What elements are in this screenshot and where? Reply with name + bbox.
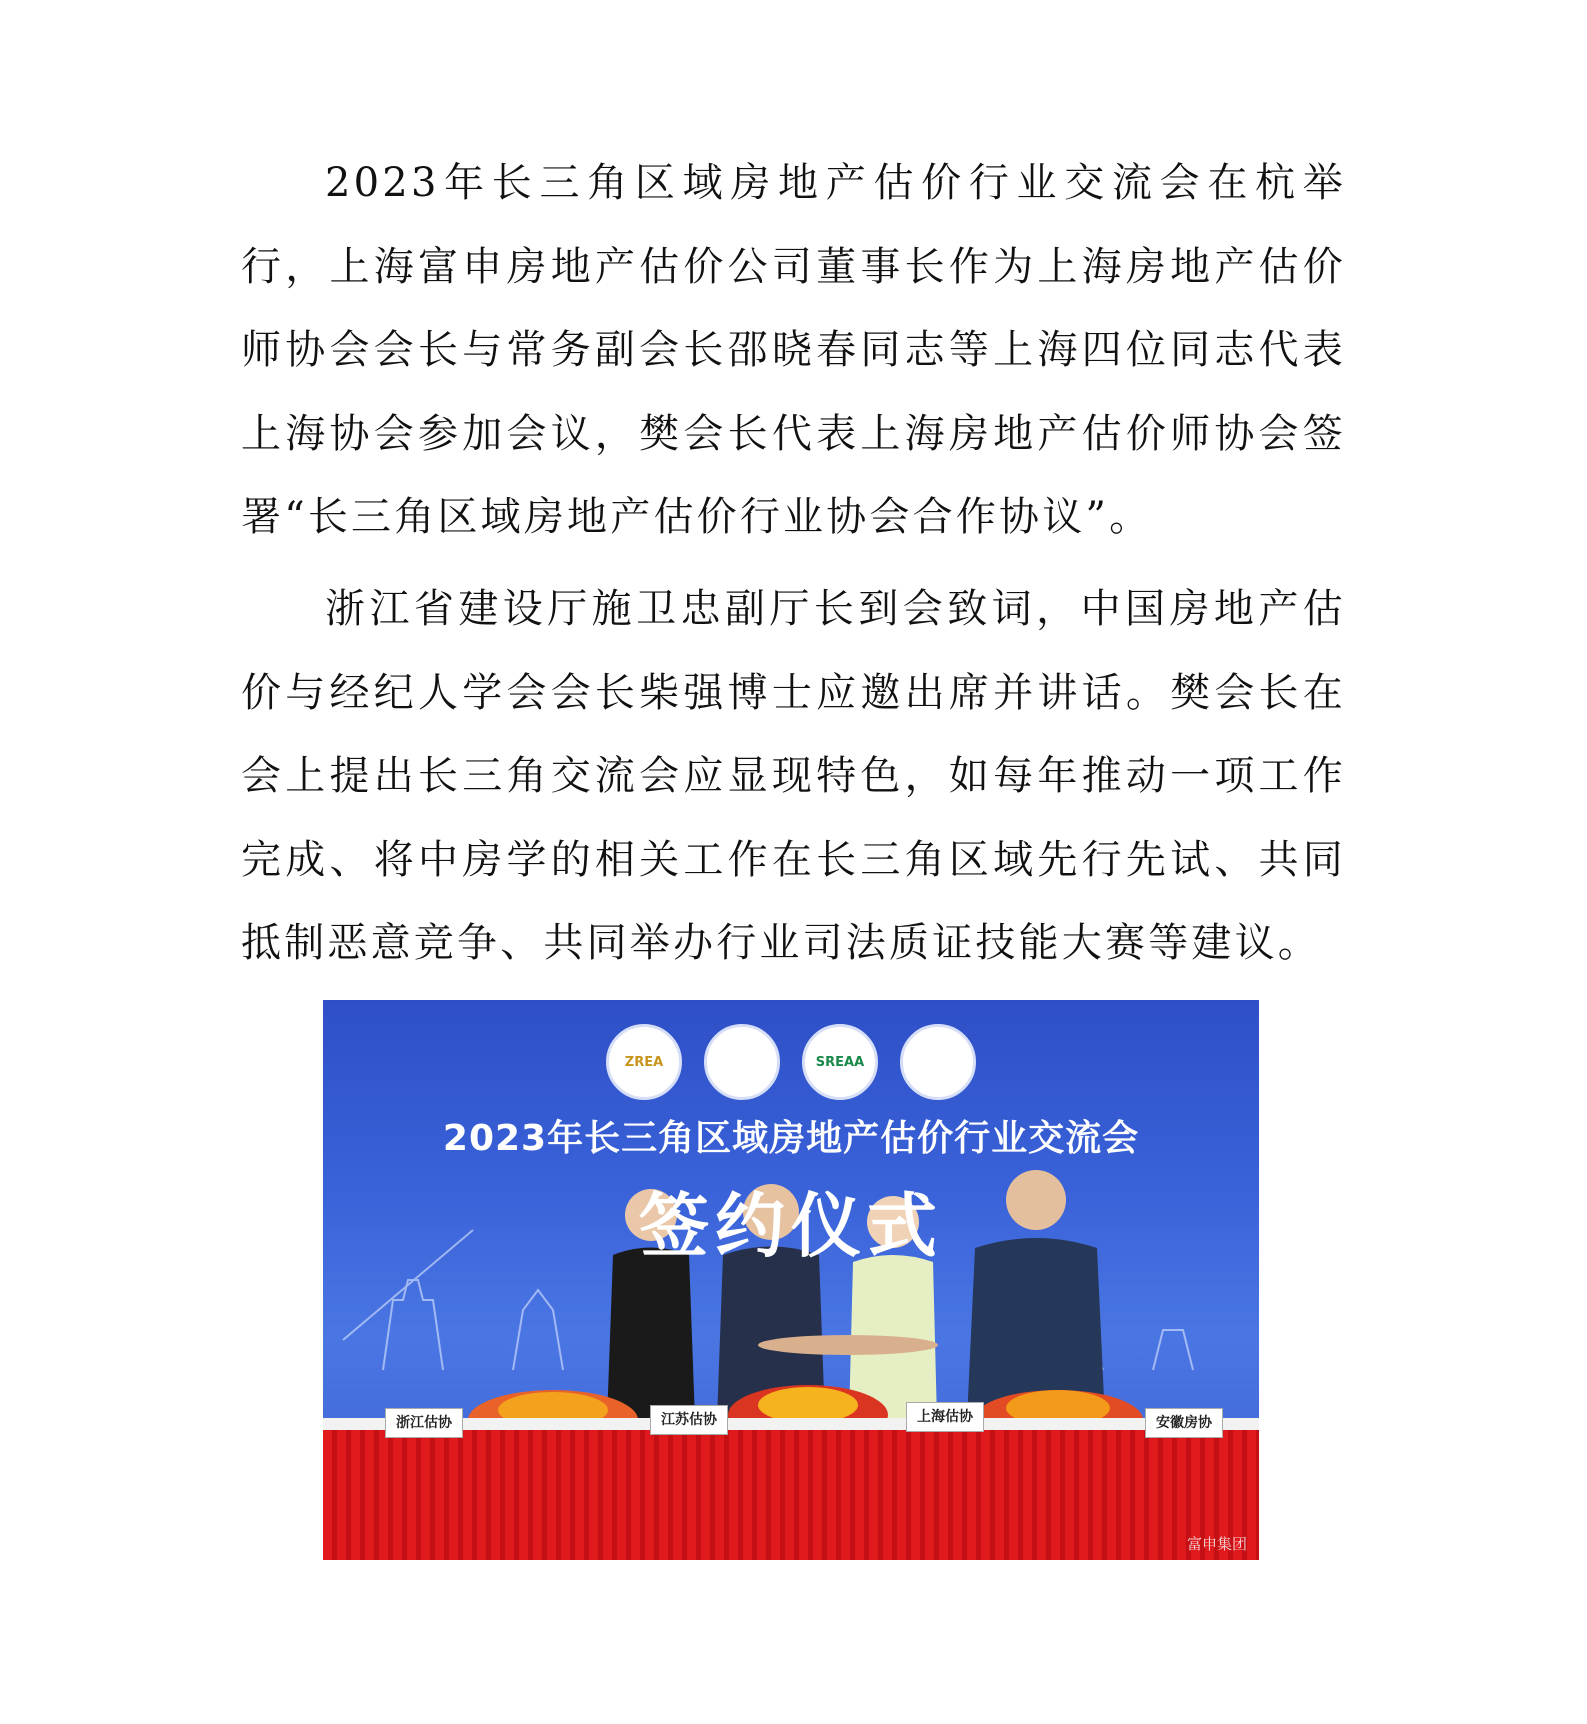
zrea-logo: ZREA [606, 1024, 682, 1100]
photo-watermark: 富申集团 [1186, 1535, 1247, 1553]
banner-title: 2023年长三角区域房地产估价行业交流会 [442, 1118, 1140, 1159]
article-paragraph-2: 浙江省建设厅施卫忠副厅长到会致词，中国房地产估价与经纪人学会会长柴强博士应邀出席并讲话。樊会长在会上提出长三角交流会应显现特色，如每年推动一项工作完成、将中房学的相关工作在长三角区域先行先试、共同抵制恶意竞争、共同举办行业司法质证技能大赛等建议。 [241, 586, 1346, 966]
placard-shanghai: 上海估协 [906, 1402, 984, 1432]
joined-hands [758, 1335, 938, 1355]
placard-jiangsu: 江苏估协 [650, 1405, 728, 1435]
signing-ceremony-photo [323, 1000, 1259, 1560]
jiangsu-association-logo [704, 1024, 780, 1100]
placard-anhui: 安徽房协 [1145, 1408, 1223, 1438]
red-tablecloth [323, 1430, 1259, 1560]
article-paragraph-1: 2023年长三角区域房地产估价行业交流会在杭举行，上海富申房地产估价公司董事长作为上海房地产估价师协会会长与常务副会长邵晓春同志等上海四位同志代表上海协会参加会议，樊会长代表上海房地产估价师协会签署“长三角区域房地产估价行业协会合作协议”。 [241, 160, 1346, 540]
banner-subtitle: 签约仪式 [639, 1185, 943, 1267]
association-logos [323, 1024, 1259, 1100]
anhui-association-logo [900, 1024, 976, 1100]
placard-zhejiang: 浙江估协 [385, 1408, 463, 1438]
sreaa-logo: SREAA [802, 1024, 878, 1100]
